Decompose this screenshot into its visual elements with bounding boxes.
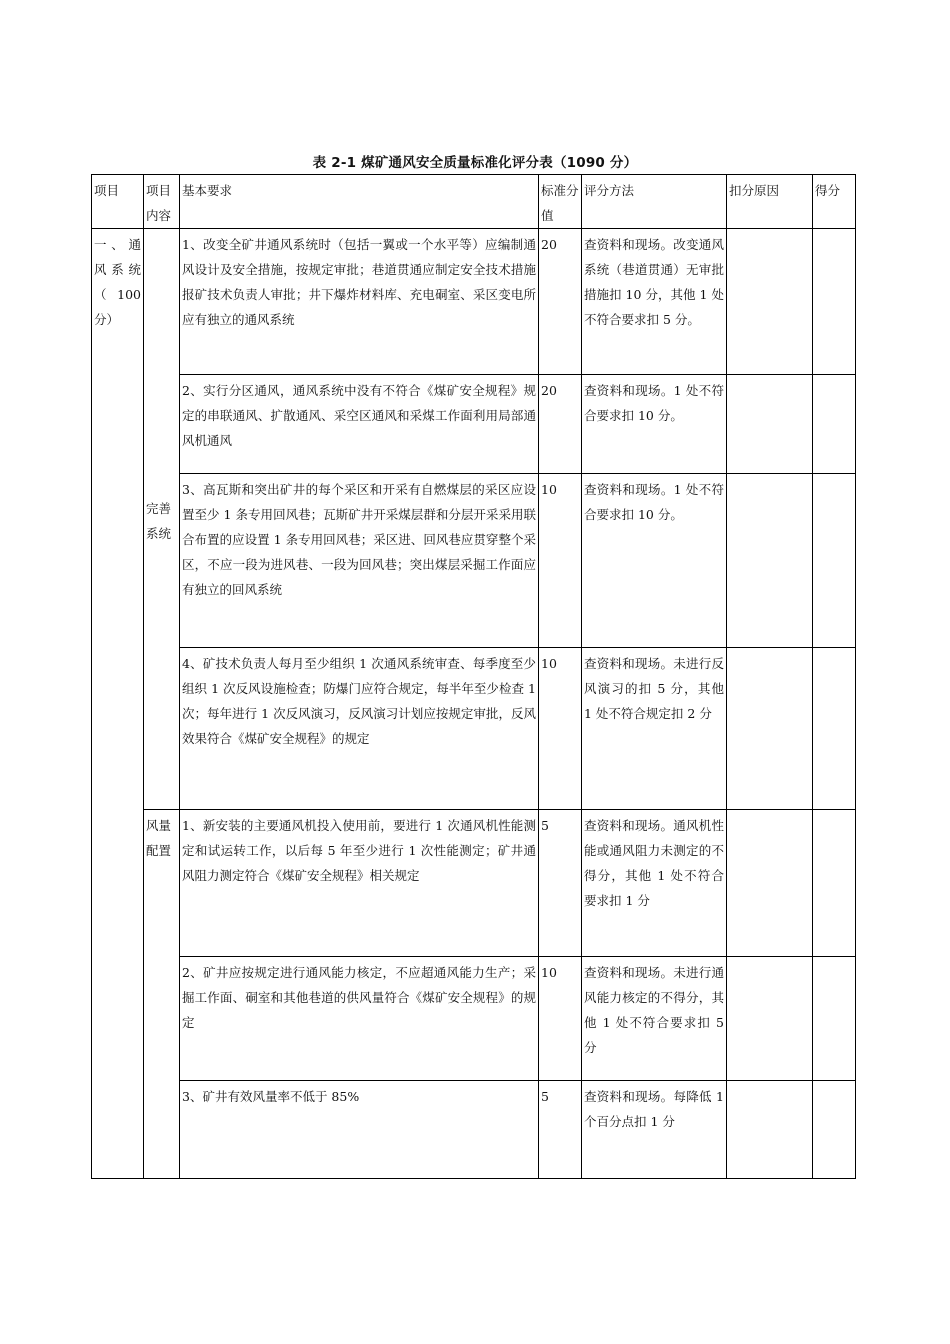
reason-cell bbox=[727, 957, 813, 1081]
table-row bbox=[92, 375, 856, 474]
requirement-cell: 3、高瓦斯和突出矿井的每个采区和开采有自燃煤层的采区应设置至少 1 条专用回风巷；瓦斯矿井开采煤层群和分层开采采用联合布置的应设置 1 条专用回风巷；采区进、回风巷应贯穿整个采区，不应一段为进风巷、一段为回风巷；突出煤层采掘工作面应有独立的回风系统 bbox=[180, 474, 539, 648]
reason-cell bbox=[727, 1081, 813, 1179]
table-row bbox=[92, 957, 856, 1081]
method-cell: 查资料和现场。未进行反风演习的扣 5 分，其他 1 处不符合规定扣 2 分 bbox=[582, 648, 727, 810]
header-row bbox=[92, 175, 856, 229]
score-cell: 5 bbox=[539, 1081, 582, 1179]
result-cell bbox=[813, 957, 856, 1081]
requirement-cell: 3、矿井有效风量率不低于 85% bbox=[180, 1081, 539, 1179]
method-cell: 查资料和现场。改变通风系统（巷道贯通）无审批措施扣 10 分，其他 1 处不符合要求扣 5 分。 bbox=[582, 229, 727, 375]
method-cell: 查资料和现场。每降低 1 个百分点扣 1 分 bbox=[582, 1081, 727, 1179]
table-row bbox=[92, 810, 856, 957]
project-cell: 一、通风系统（100分） bbox=[92, 229, 144, 1179]
requirement-cell: 2、矿井应按规定进行通风能力核定，不应超通风能力生产；采掘工作面、硐室和其他巷道的供风量符合《煤矿安全规程》的规定 bbox=[180, 957, 539, 1081]
header-basic: 基本要求 bbox=[180, 175, 539, 229]
scoring-table bbox=[91, 174, 856, 1179]
score-cell: 10 bbox=[539, 474, 582, 648]
requirement-cell: 1、改变全矿井通风系统时（包括一翼或一个水平等）应编制通风设计及安全措施，按规定审批；巷道贯通应制定安全技术措施报矿技术负责人审批；井下爆炸材料库、充电硐室、采区变电所应有独立的通风系统 bbox=[180, 229, 539, 375]
result-cell bbox=[813, 375, 856, 474]
header-item: 项目 bbox=[92, 175, 144, 229]
reason-cell bbox=[727, 474, 813, 648]
category-system: 完善系统 bbox=[144, 229, 180, 810]
table-row bbox=[92, 474, 856, 648]
method-cell: 查资料和现场。通风机性能或通风阻力未测定的不得分，其他 1 处不符合要求扣 1 分 bbox=[582, 810, 727, 957]
category-air: 风量配置 bbox=[144, 810, 180, 1179]
table-title: 表 2-1 煤矿通风安全质量标准化评分表（1090 分） bbox=[312, 155, 638, 171]
header-result: 得分 bbox=[813, 175, 856, 229]
method-cell: 查资料和现场。1 处不符合要求扣 10 分。 bbox=[582, 375, 727, 474]
requirement-cell: 1、新安装的主要通风机投入使用前，要进行 1 次通风机性能测定和试运转工作，以后每 5 年至少进行 1 次性能测定；矿井通风阻力测定符合《煤矿安全规程》相关规定 bbox=[180, 810, 539, 957]
result-cell bbox=[813, 648, 856, 810]
header-method: 评分方法 bbox=[582, 175, 727, 229]
table-row bbox=[92, 648, 856, 810]
score-cell: 10 bbox=[539, 648, 582, 810]
header-content: 项目内容 bbox=[144, 175, 180, 229]
table-row bbox=[92, 229, 856, 375]
reason-cell bbox=[727, 648, 813, 810]
result-cell bbox=[813, 1081, 856, 1179]
result-cell bbox=[813, 810, 856, 957]
requirement-cell: 4、矿技术负责人每月至少组织 1 次通风系统审查、每季度至少组织 1 次反风设施检查；防爆门应符合规定，每半年至少检查 1 次；每年进行 1 次反风演习，反风演习计划应按规定审批，反风效果符合《煤矿安全规程》的规定 bbox=[180, 648, 539, 810]
table-row bbox=[92, 1081, 856, 1179]
score-cell: 20 bbox=[539, 229, 582, 375]
method-cell: 查资料和现场。1 处不符合要求扣 10 分。 bbox=[582, 474, 727, 648]
result-cell bbox=[813, 474, 856, 648]
result-cell bbox=[813, 229, 856, 375]
requirement-cell: 2、实行分区通风，通风系统中没有不符合《煤矿安全规程》规定的串联通风、扩散通风、采空区通风和采煤工作面利用局部通风机通风 bbox=[180, 375, 539, 474]
header-score: 标准分值 bbox=[539, 175, 582, 229]
score-cell: 20 bbox=[539, 375, 582, 474]
score-cell: 5 bbox=[539, 810, 582, 957]
reason-cell bbox=[727, 229, 813, 375]
method-cell: 查资料和现场。未进行通风能力核定的不得分，其他 1 处不符合要求扣 5 分 bbox=[582, 957, 727, 1081]
score-cell: 10 bbox=[539, 957, 582, 1081]
reason-cell bbox=[727, 810, 813, 957]
reason-cell bbox=[727, 375, 813, 474]
header-reason: 扣分原因 bbox=[727, 175, 813, 229]
